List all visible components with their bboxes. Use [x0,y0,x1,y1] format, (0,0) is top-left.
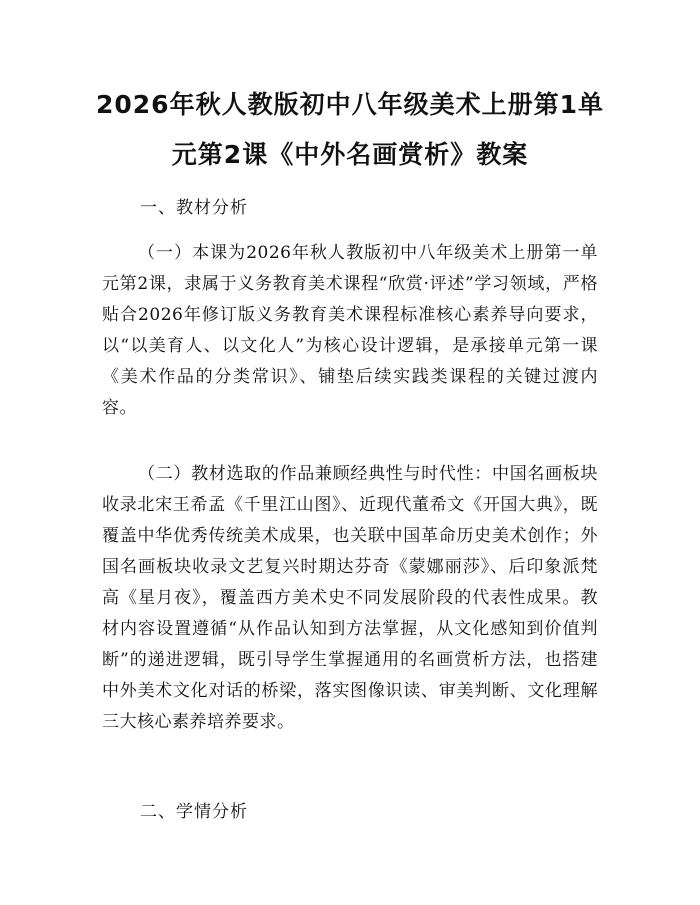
paragraph-selected-works: （二）教材选取的作品兼顾经典性与时代性：中国名画板块收录北宋王希孟《千里江山图》、近现代董希文《开国大典》，既覆盖中华优秀传统美术成果，也关联中国革命历史美术创作；外国名画板块收录文艺复兴时期达芬奇《蒙娜丽莎》、后印象派梵高《星月夜》，覆盖西方美术史不同发展阶段的代表性成果。教材内容设置遵循“从作品认知到方法掌握，从文化感知到价值判断”的递进逻辑，既引导学生掌握通用的名画赏析方法，也搭建中外美术文化对话的桥梁，落实图像识读、审美判断、文化理解三大核心素养培养要求。 [102,464,598,732]
title-line-1: 2026年秋人教版初中八年级美术上册第1单 [96,90,604,119]
section-heading-textbook-analysis: 一、教材分析 [140,198,248,218]
document-title [90,80,610,180]
title-line-2: 元第2课《中外名画赏析》教案 [171,140,529,169]
paragraph-textbook-overview: （一）本课为2026年秋人教版初中八年级美术上册第一单元第2课，隶属于义务教育美术课程“欣赏·评述”学习领域，严格贴合2026年修订版义务教育美术课程标准核心素养导向要求，以“以美育人、以文化人”为核心设计逻辑，是承接单元第一课《美术作品的分类常识》、铺垫后续实践类课程的关键过渡内容。 [102,243,598,418]
section-heading-student-analysis: 二、学情分析 [140,802,248,822]
